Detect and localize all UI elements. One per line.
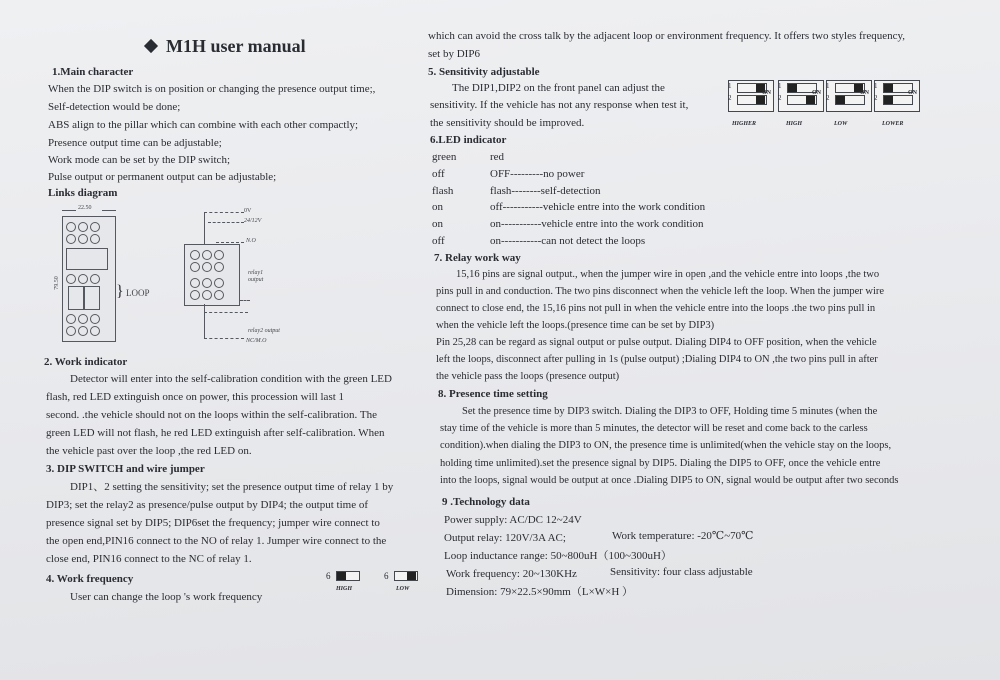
tech-relay: Output relay: 120V/3A AC;	[444, 532, 566, 544]
led-red: flash--------self-detection	[490, 185, 601, 197]
relay2-label: relay2 output	[248, 328, 280, 334]
manual-title	[146, 36, 306, 57]
tech-inductance: Loop inductance range: 50~800uH（100~300uH）	[444, 550, 672, 562]
dip-switch-line: DIP3; set the relay2 as presence/pulse output by DIP4; the output time of	[46, 499, 368, 511]
presence-line: holding time unlimited).set the presence signal by DIP5. Dialing the DIP5 to OFF, once the vehicle entre	[440, 458, 881, 469]
dip-higher: 1 2 ON	[728, 80, 774, 112]
dip-switch-heading: 3. DIP SWITCH and wire jumper	[46, 463, 205, 475]
v0-label: 0V	[244, 208, 252, 214]
work-indicator-line: the vehicle past over the loop ,the red LED on.	[46, 445, 252, 457]
dip-lower: 1 2 ON	[874, 80, 920, 112]
presence-line: stay time of the vehicle is more than 5 minutes, the detector will be reset and come back to the carless	[440, 423, 868, 434]
work-indicator-line: green LED will not flash, he red LED extinguish after self-calibration. When	[46, 427, 385, 439]
main-character-line: Pulse output or permanent output can be adjustable;	[48, 171, 277, 183]
work-indicator-heading: 2. Work indicator	[44, 356, 128, 368]
sensitivity-line: The DIP1,DIP2 on the front panel can adjust the	[452, 82, 665, 94]
dip-switch-line: DIP1、2 setting the sensitivity; set the presence output time of relay 1 by	[70, 481, 394, 493]
relay-line: pins pull in and conduction. The two pins disconnect when the vehicle left the loop. When the jumper wire	[436, 286, 885, 297]
led-green: green	[432, 151, 457, 163]
right-intro-line: set by DIP6	[428, 48, 480, 60]
ncmo-label: NC/M.O	[246, 338, 267, 344]
relay-line: when the vehicle left the loops.(presence time can be set by DIP3)	[436, 320, 715, 331]
led-red: on-----------can not detect the loops	[490, 235, 646, 247]
led-green: off	[432, 168, 445, 180]
dip-switch-line: close end, PIN16 connect to the NC of relay 1.	[46, 553, 252, 565]
tech-frequency: Work frequency: 20~130KHz	[446, 568, 577, 580]
led-green: on	[432, 218, 443, 230]
led-red: OFF---------no power	[490, 168, 585, 180]
dip-low-label: LOW	[834, 121, 848, 127]
dip-high: 1 2 ON	[778, 80, 824, 112]
title-text: M1H user manual	[166, 36, 306, 56]
right-intro-line: which can avoid the cross talk by the adjacent loop or environment frequency. It offers two styles frequency,	[428, 30, 906, 42]
relay-heading: 7. Relay work way	[434, 252, 521, 264]
presence-line: Set the presence time by DIP3 switch. Dialing the DIP3 to OFF, Holding time 5 minutes (when the	[462, 406, 878, 417]
presence-line: into the loops, signal would be output at once .Dialing DIP5 to ON, signal would be output after two seconds	[440, 475, 899, 486]
dip6-number: 6	[326, 571, 331, 581]
dip-higher-label: HIGHER	[732, 121, 757, 127]
led-green: flash	[432, 185, 454, 197]
loop-label: LOOP	[126, 288, 150, 298]
no-label: N.O	[246, 238, 256, 244]
dip-switch-line: the open end,PIN16 connect to the NO of relay 1. Jumper wire connect to the	[46, 535, 387, 547]
dim-top-label: 22.50	[78, 205, 92, 211]
dip-switch-line: presence signal set by DIP5; DIP6set the frequency; jumper wire connect to	[46, 517, 380, 529]
dip6-low-switch	[394, 571, 418, 581]
led-red: red	[490, 151, 505, 163]
dip-high-label: HIGH	[786, 121, 803, 127]
led-red: off-----------vehicle entre into the work condition	[490, 201, 706, 213]
dip6-high-switch	[336, 571, 360, 581]
dip-low: 1 2 ON	[826, 80, 872, 112]
v12-label: 24/12V	[244, 218, 262, 224]
led-heading: 6.LED indicator	[430, 134, 507, 146]
sensitivity-line: the sensitivity should be improved.	[430, 117, 585, 129]
tech-supply: Power supply: AC/DC 12~24V	[444, 514, 582, 526]
dip-lower-label: LOWER	[882, 121, 904, 127]
relay-line: Pin 25,28 can be regard as signal output or pulse output. Dialing DIP4 to OFF position, when the vehicle	[436, 337, 877, 348]
sensitivity-heading: 5. Sensitivity adjustable	[428, 66, 540, 78]
tech-sensitivity: Sensitivity: four class adjustable	[610, 566, 753, 578]
presence-heading: 8. Presence time setting	[438, 388, 548, 400]
work-indicator-line: Detector will enter into the self-calibration condition with the green LED	[70, 373, 392, 385]
dim-side-label: 79.50	[53, 276, 60, 290]
relay-line: left the loops, disconnect after pulling in 1s (pulse output) ;Dialing DIP4 to ON ,the two pins pull in after	[436, 354, 878, 365]
relay1-label: relay1 output	[248, 270, 264, 283]
led-green: on	[432, 201, 443, 213]
main-character-line: When the DIP switch is on position or changing the presence output time;,	[48, 83, 376, 95]
relay-line: 15,16 pins are signal output., when the jumper wire in open ,and the vehicle entre into loops ,the two	[456, 269, 880, 280]
links-diagram-heading: Links diagram	[48, 187, 118, 199]
relay-line: the vehicle pass the loops (presence output)	[436, 371, 620, 382]
dip6-number: 6	[384, 571, 389, 581]
main-character-heading: 1.Main character	[52, 66, 134, 78]
led-red: on-----------vehicle entre into the work condition	[490, 218, 704, 230]
work-indicator-line: second. .the vehicle should not on the loops within the self-calibration. The	[46, 409, 377, 421]
main-character-line: Presence output time can be adjustable;	[48, 137, 222, 149]
presence-line: condition).when dialing the DIP3 to ON, the presence time is unlimited(when the vehicle stay on the loops,	[440, 440, 892, 451]
work-frequency-line: User can change the loop 's work frequency	[70, 591, 263, 603]
work-indicator-line: flash, red LED extinguish once on power, this procession will last 1	[46, 391, 345, 403]
main-character-line: Work mode can be set by the DIP switch;	[48, 154, 230, 166]
main-character-line: Self-detection would be done;	[48, 101, 181, 113]
work-frequency-heading: 4. Work frequency	[46, 573, 134, 585]
links-diagram: 22.50 79.50 } LOOP 0V 24/12V N.O relay1 output relay2 output NC/M.O	[53, 205, 280, 344]
sensitivity-line: sensitivity. If the vehicle has not any response when test it,	[430, 99, 689, 111]
relay-line: connect to close end, the 15,16 pins not pull in when the vehicle entre into the loops .the two pins pull in	[436, 303, 876, 314]
tech-heading: 9 .Technology data	[442, 496, 530, 508]
diamond-icon	[144, 39, 158, 53]
tech-temperature: Work temperature: -20℃~70℃	[612, 530, 754, 542]
dip6-high-label: HIGH	[336, 586, 353, 592]
led-green: off	[432, 235, 445, 247]
tech-dimension: Dimension: 79×22.5×90mm（L×W×H ）	[446, 586, 634, 598]
main-character-line: ABS align to the pillar which can combine with each other compactly;	[48, 119, 359, 131]
dip6-low-label: LOW	[396, 586, 410, 592]
